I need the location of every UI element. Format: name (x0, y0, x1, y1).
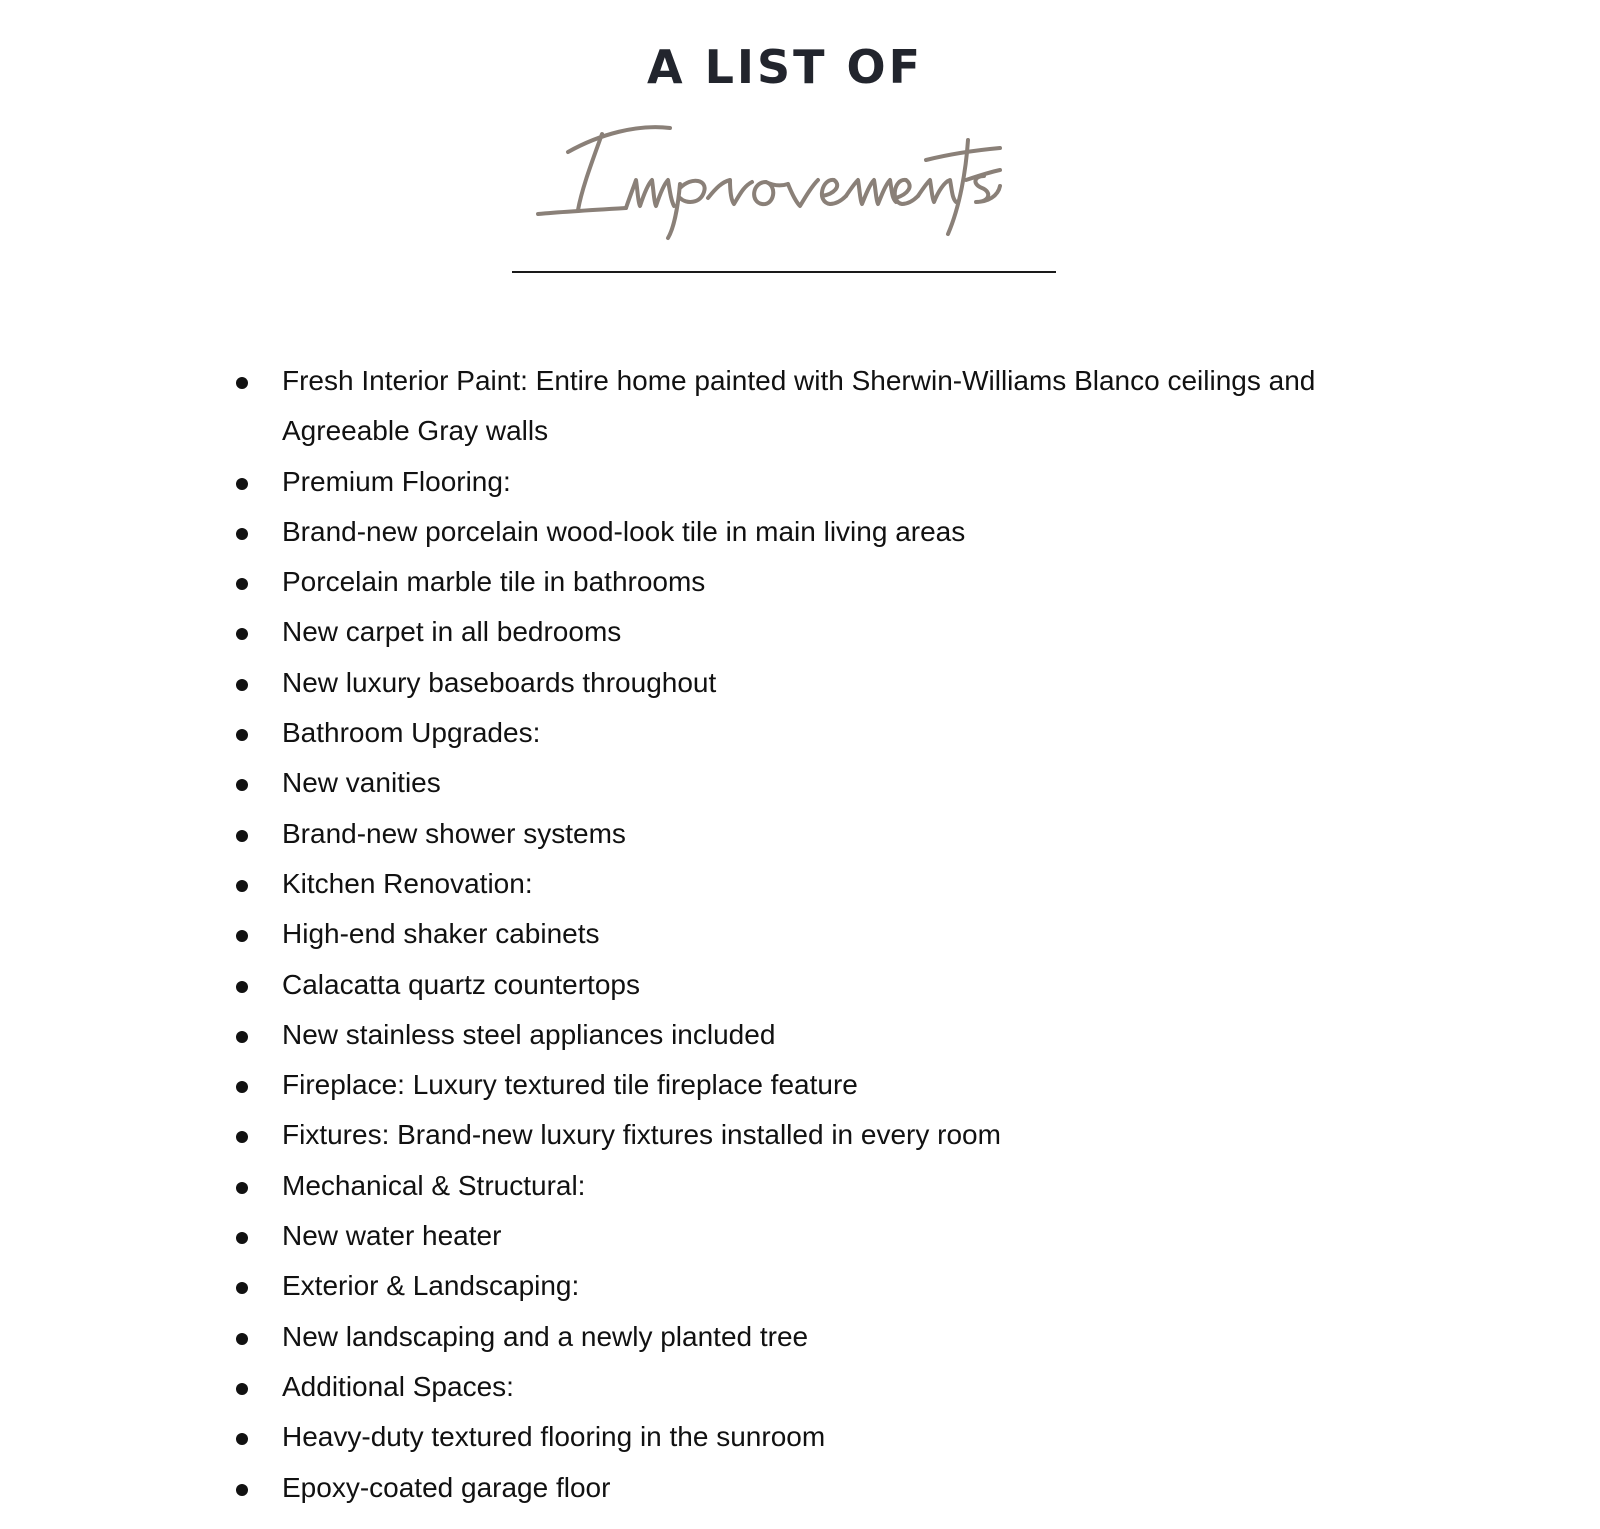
bullet-icon (236, 729, 248, 741)
bullet-icon (236, 1383, 248, 1395)
bullet-icon (236, 1433, 248, 1445)
list-item-text: New carpet in all bedrooms (282, 616, 622, 648)
list-item (0, 1161, 1600, 1211)
list-item (0, 1362, 1600, 1412)
bullet-icon (236, 930, 248, 942)
list-item-text: High-end shaker cabinets (282, 918, 600, 950)
list-item-text: Kitchen Renovation: (282, 867, 533, 899)
list-item (0, 1211, 1600, 1261)
list-item (0, 507, 1600, 557)
script-title-improvements (530, 110, 1030, 250)
list-item (0, 1060, 1600, 1110)
list-item-text: Fixtures: Brand-new luxury fixtures installed in every room (282, 1119, 1001, 1151)
list-item (0, 1010, 1600, 1060)
list-item-text: Calacatta quartz countertops (282, 968, 640, 1000)
list-item-text: Heavy-duty textured flooring in the sunroom (282, 1421, 826, 1453)
list-item-text: Fireplace: Luxury textured tile fireplace feature (282, 1069, 858, 1101)
list-item (0, 708, 1600, 758)
list-item-text: New luxury baseboards throughout (282, 666, 717, 698)
bullet-icon (236, 1182, 248, 1194)
bullet-icon (236, 1484, 248, 1496)
list-item (0, 356, 1600, 457)
list-item-text: Exterior & Landscaping: (282, 1270, 580, 1302)
bullet-icon (236, 528, 248, 540)
list-item-text: Epoxy-coated garage floor (282, 1471, 611, 1503)
list-item-text: New stainless steel appliances included (282, 1018, 776, 1050)
list-item-text: New water heater (282, 1220, 502, 1252)
improvements-list (0, 356, 1600, 1513)
bullet-icon (236, 1131, 248, 1143)
list-item (0, 758, 1600, 808)
bullet-icon (236, 377, 248, 389)
bullet-icon (236, 679, 248, 691)
list-item (0, 557, 1600, 607)
list-item-text: Porcelain marble tile in bathrooms (282, 566, 706, 598)
list-item-text: Mechanical & Structural: (282, 1169, 586, 1201)
list-item (0, 1312, 1600, 1362)
list-item (0, 909, 1600, 959)
bullet-icon (236, 478, 248, 490)
list-item (0, 960, 1600, 1010)
bullet-icon (236, 779, 248, 791)
list-item (0, 859, 1600, 909)
bullet-icon (236, 1031, 248, 1043)
bullet-icon (236, 1282, 248, 1294)
list-item-text: Additional Spaces: (282, 1370, 514, 1402)
bullet-icon (236, 1232, 248, 1244)
bullet-icon (236, 628, 248, 640)
list-item-text: New landscaping and a newly planted tree (282, 1320, 809, 1352)
list-item (0, 1412, 1600, 1462)
list-item (0, 1110, 1600, 1160)
list-item-text: Bathroom Upgrades: (282, 717, 541, 749)
list-item-text: New vanities (282, 767, 441, 799)
bullet-icon (236, 1333, 248, 1345)
list-item-text: Brand-new shower systems (282, 817, 626, 849)
list-item (0, 607, 1600, 657)
bullet-icon (236, 1081, 248, 1093)
bullet-icon (236, 981, 248, 993)
bullet-icon (236, 578, 248, 590)
heading-a-list-of: A LIST OF (646, 40, 924, 94)
bullet-icon (236, 830, 248, 842)
list-item-text: Premium Flooring: (282, 465, 511, 497)
title-divider (512, 271, 1056, 273)
list-item (0, 1261, 1600, 1311)
bullet-icon (236, 880, 248, 892)
list-item (0, 809, 1600, 859)
list-item (0, 658, 1600, 708)
list-item-text: Fresh Interior Paint: Entire home painted with Sherwin-Williams Blanco ceilings and Agreeable Gray walls (282, 365, 1316, 447)
list-item (0, 1463, 1600, 1513)
list-item-text: Brand-new porcelain wood-look tile in main living areas (282, 515, 966, 547)
list-item (0, 457, 1600, 507)
